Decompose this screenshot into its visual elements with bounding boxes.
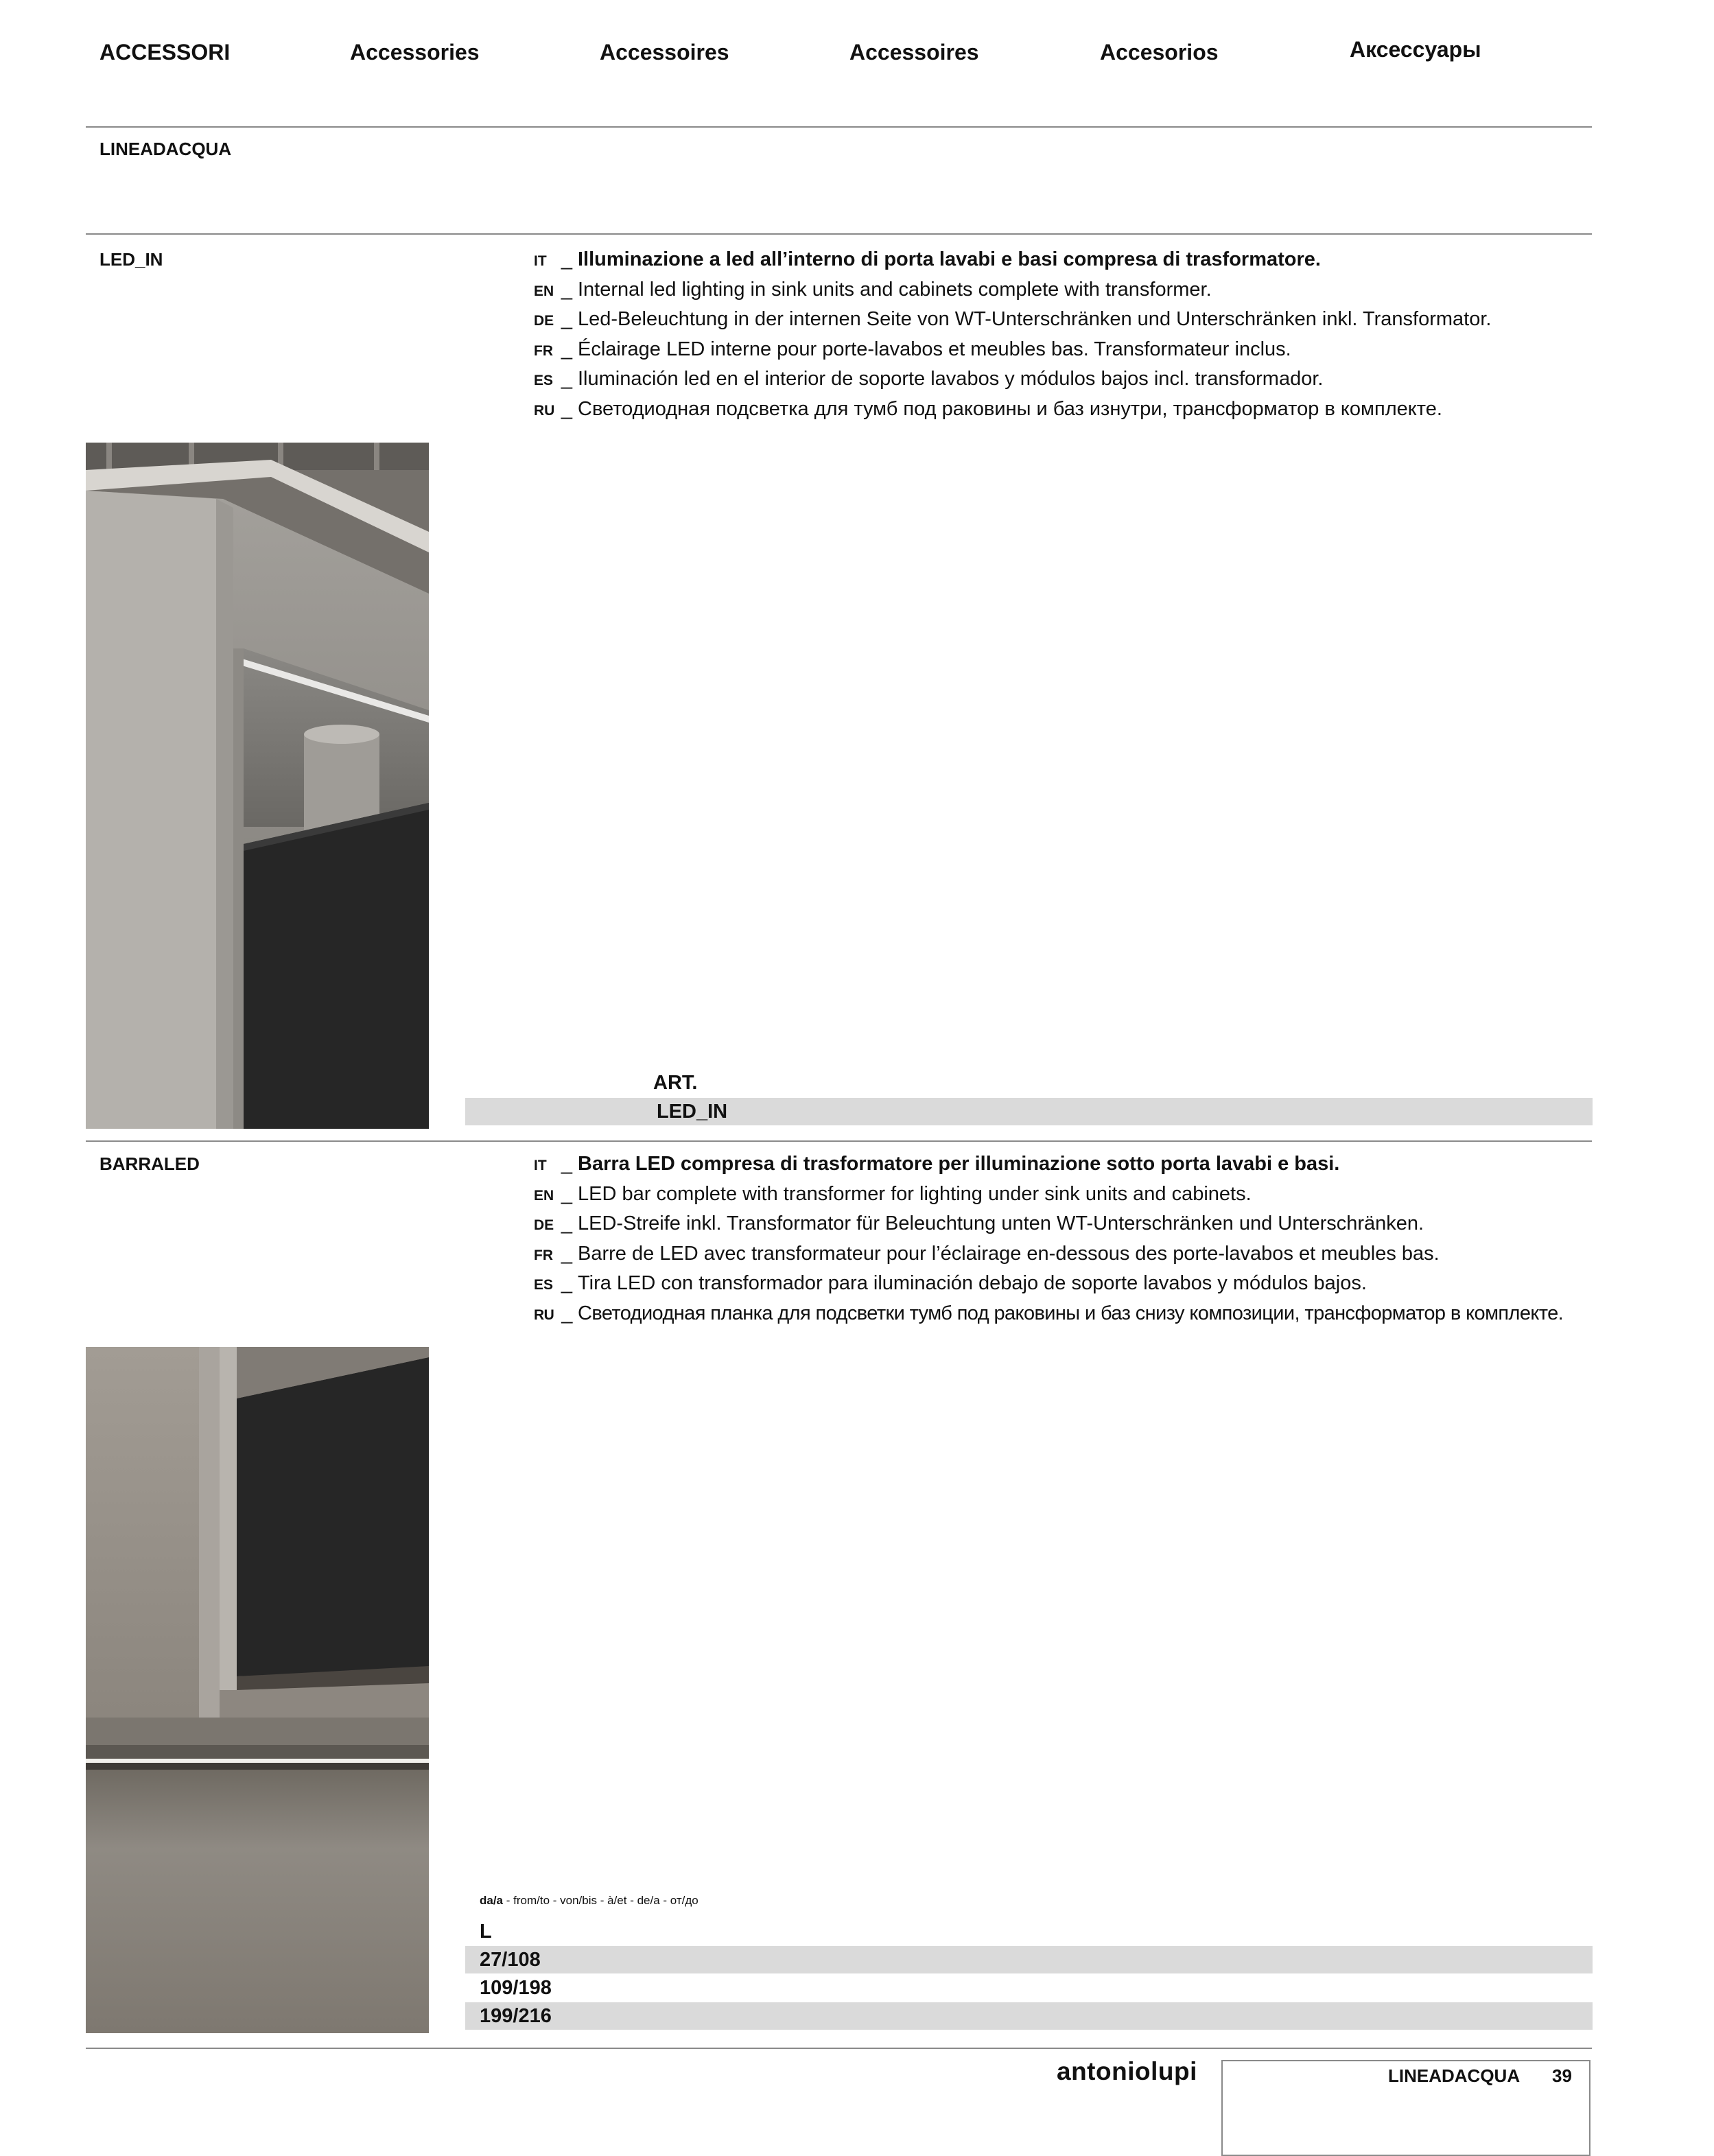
desc-line-en: EN _ LED bar complete with transformer for lighting under sink units and cabinets. xyxy=(534,1182,1252,1205)
divider xyxy=(86,126,1592,128)
barraled-table-row xyxy=(465,1946,1593,1973)
led-in-description xyxy=(534,246,1594,425)
barraled-description xyxy=(534,1150,1594,1330)
desc-line-es: ES _ Iluminación led en el interior de soporte lavabos y módulos bajos incl. transformador. xyxy=(534,368,1324,390)
led-in-table-value: LED_IN xyxy=(657,1101,728,1123)
divider xyxy=(86,233,1592,235)
desc-line-ru: RU _ Светодиодная подсветка для тумб под раковины и баз изнутри, трансформатор в комплекте. xyxy=(534,397,1442,420)
barraled-table-value: 27/108 xyxy=(480,1949,541,1971)
desc-line-fr: FR _ Éclairage LED interne pour porte-lavabos et meubles bas. Transformateur inclus. xyxy=(534,338,1291,360)
product-photo-led-in xyxy=(86,443,429,1129)
header-title-en: Accessories xyxy=(350,40,480,65)
header-title-fr: Accessoires xyxy=(849,40,979,65)
desc-line-es: ES _ Tira LED con transformador para iluminación debajo de soporte lavabos y módulos bajos. xyxy=(534,1272,1367,1295)
brand-logo: antoniolupi xyxy=(1057,2057,1197,2085)
desc-line-ru: RU _ Светодиодная планка для подсветки тумб под раковины и баз снизу композиции, трансформатор в комплекте. xyxy=(534,1302,1564,1324)
desc-line-en: EN _ Internal led lighting in sink units and cabinets complete with transformer. xyxy=(534,278,1212,301)
barraled-floor-illustration xyxy=(86,1347,429,2033)
barraled-table-row xyxy=(465,2002,1593,2030)
header-title-de: Accessoires xyxy=(600,40,729,65)
led-in-table-row xyxy=(465,1098,1593,1125)
divider xyxy=(86,2048,1592,2049)
led-in-table-header: ART. xyxy=(653,1072,698,1094)
desc-line-it: IT _ Illuminazione a led all’interno di porta lavabi e basi compresa di trasformatore. xyxy=(534,248,1321,270)
header-title-es: Accesorios xyxy=(1100,40,1219,65)
desc-line-de: DE _ LED-Streife inkl. Transformator für Beleuchtung unten WT-Unterschränken und Unterschränken. xyxy=(534,1212,1424,1235)
footer-section: LINEADACQUA xyxy=(1388,2065,1521,2086)
page-number: 39 xyxy=(1552,2065,1572,2086)
desc-line-fr: FR _ Barre de LED avec transformateur pour l’éclairage en-dessous des porte-lavabos et meubles bas. xyxy=(534,1242,1440,1265)
header-title-it: ACCESSORI xyxy=(99,40,231,65)
desc-line-de: DE _ Led-Beleuchtung in der internen Seite von WT-Unterschränken und Unterschränken inkl. Transformator. xyxy=(534,308,1492,331)
divider xyxy=(86,1140,1592,1142)
collection-label: LINEADACQUA xyxy=(99,139,232,159)
product-name-led-in: LED_IN xyxy=(99,249,163,270)
led-in-cabinet-illustration xyxy=(86,443,429,1129)
range-note: da/a - from/to - von/bis - à/et - de/a - от/до xyxy=(480,1894,698,1907)
product-photo-barraled xyxy=(86,1347,429,2033)
barraled-table-header: L xyxy=(480,1921,492,1943)
barraled-table-value: 109/198 xyxy=(480,1977,552,1999)
product-name-barraled: BARRALED xyxy=(99,1153,200,1174)
header-title-ru: Аксессуары xyxy=(1350,37,1481,62)
desc-line-it: IT _ Barra LED compresa di trasformatore per illuminazione sotto porta lavabi e basi. xyxy=(534,1153,1340,1175)
barraled-table-value: 199/216 xyxy=(480,2005,552,2027)
